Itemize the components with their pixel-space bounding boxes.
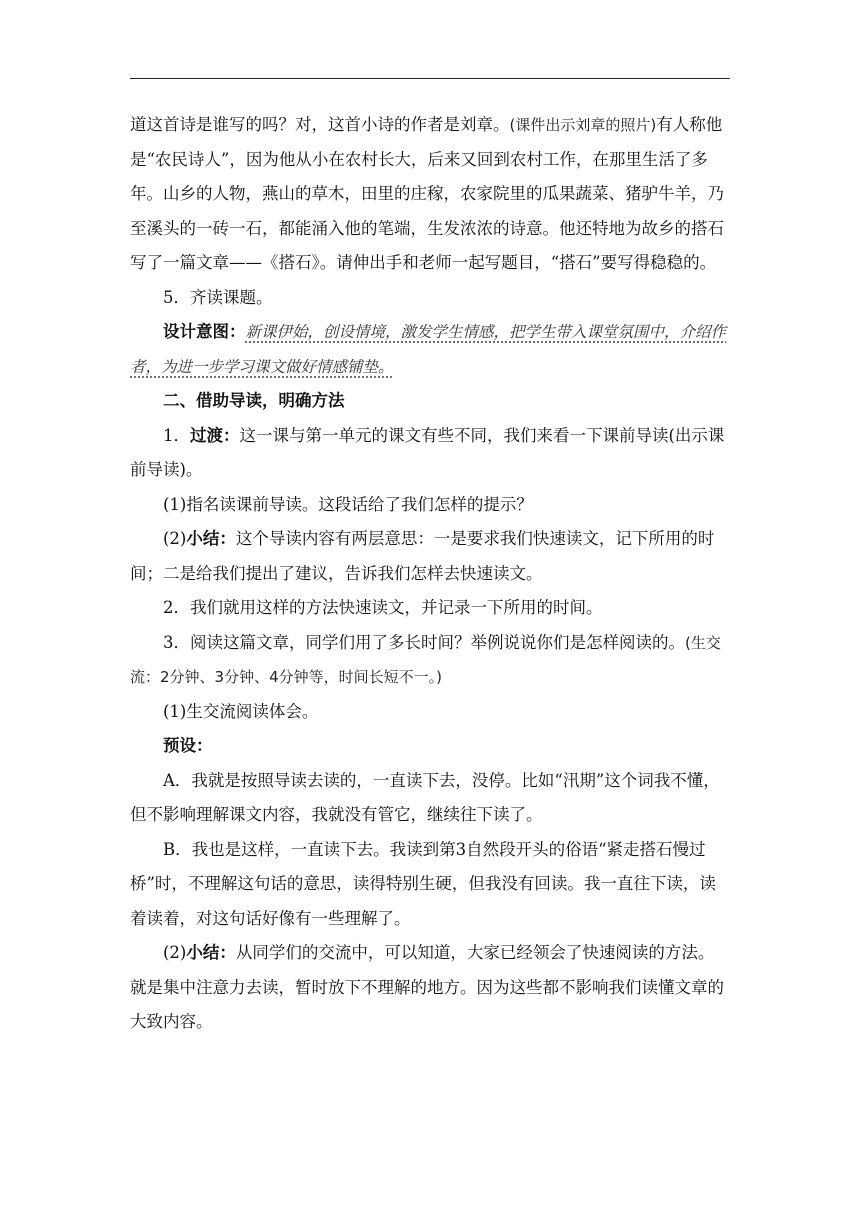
paragraph-summary-1 [130,522,730,591]
design-intent-text: 新课伊始，创设情境，激发学生情感，把学生带入课堂氛围中，介绍作者，为进一步学习课文做好情感铺垫。 [130,323,727,376]
paragraph-share-experience: (1)生交流阅读体会。 [163,701,319,721]
summary-1-text: 这个导读内容有两层意思：一是要求我们快速读文，记下所用的时间；二是给我们提出了建议，告诉我们怎样去快速读文。 [130,529,715,583]
intro-text: 道这首诗是谁写的吗？对，这首小诗的作者是刘章。 [130,115,510,134]
paragraph-author-intro [130,108,730,281]
paragraph-summary-2 [130,936,730,1040]
section-heading: 二、借助导读，明确方法 [163,391,345,410]
summary-1-label: 小结： [186,529,236,548]
transition-text: 这一课与第一单元的课文有些不同，我们来看一下课前导读(出示课前导读)。 [130,425,725,479]
transition-number: 1． [163,425,190,445]
summary-2-label: 小结： [186,943,236,962]
preset-label: 预设： [163,736,213,755]
design-intent-label: 设计意图： [163,322,246,341]
preset-answer-b: B．我也是这样，一直读下去。我读到第3自然段开头的俗语“紧走搭石慢过桥”时，不理解这句话的意思，读得特别生硬，但我没有回读。我一直往下读，读着读着，对这句话好像有一些理解了。 [130,839,716,928]
intro-text-rest: 有人称他是“农民诗人”，因为他从小在农村长大，后来又回到农村工作，在那里生活了多年。山乡的人物，燕山的草木，田里的庄稼，农家院里的瓜果蔬菜、猪驴牛羊，乃至溪头的一砖一石，都能涌入他的笔端，生发浓浓的诗意。他还特地为故乡的搭石写了一篇文章——《搭石》。请伸出手和老师一起写题目，“搭石”要写得稳稳的。 [130,115,724,272]
preset-answer-a: A．我就是按照导读去读的，一直读下去，没停。比如“汛期”这个词我不懂，但不影响理解课文内容，我就没有管它，继续往下读了。 [130,770,720,824]
summary-2-text: 从同学们的交流中，可以知道，大家已经领会了快速阅读的方法。就是集中注意力去读，暂时放下不理解的地方。因为这些都不影响我们读懂文章的大致内容。 [130,943,724,1031]
intro-parenthetical: (课件出示刘章的照片) [509,116,657,134]
reading-time-parenthetical: (生交流：2分钟、3分钟、4分钟等，时间长短不一。) [130,633,721,686]
summary-2-number: (2) [163,943,187,962]
paragraph-read-guide: (1)指名读课前导读。这段话给了我们怎样的提示？ [163,494,533,514]
design-intent [130,315,730,384]
document-body [130,108,730,1040]
transition-label: 过渡： [190,425,240,445]
summary-1-number: (2) [163,529,187,548]
paragraph-quick-read: 2．我们就用这样的方法快速读文，并记录一下所用的时间。 [163,598,603,617]
header-rule [130,78,730,79]
paragraph-transition [130,419,730,488]
paragraph-read-title: 5．齐读课题。 [163,287,273,307]
paragraph-reading-time [130,626,730,695]
reading-time-text: 3．阅读这篇文章，同学们用了多长时间？举例说说你们是怎样阅读的。 [163,632,685,652]
